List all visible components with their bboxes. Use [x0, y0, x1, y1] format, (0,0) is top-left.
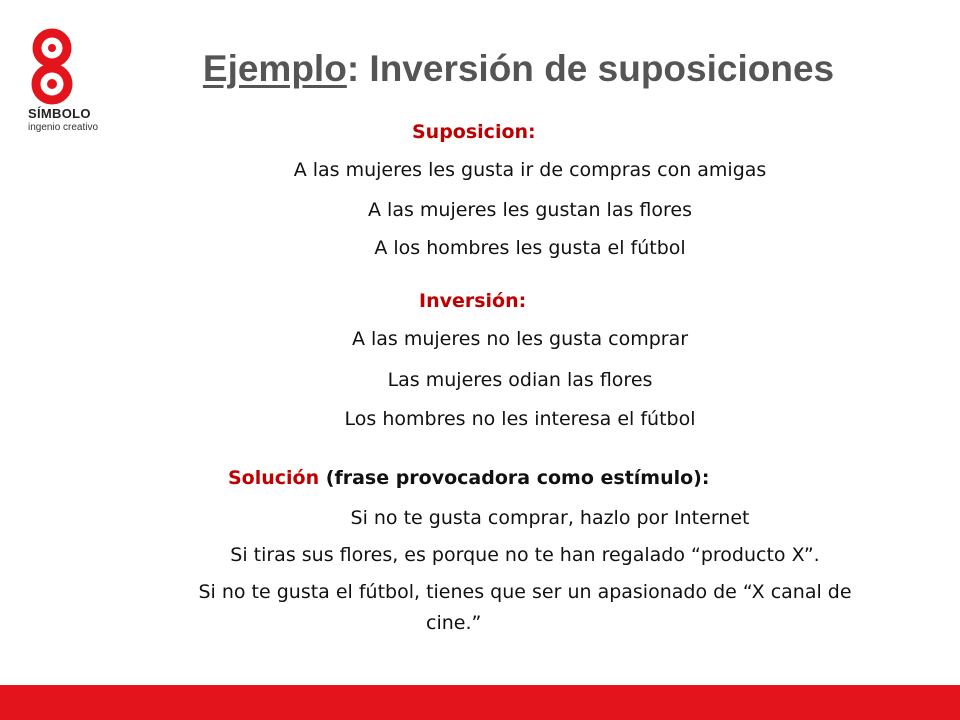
inversion-line: Las mujeres odian las flores	[387, 369, 653, 391]
title-word: Ejemplo	[202, 48, 347, 89]
inversion-line: Los hombres no les interesa el fútbol	[344, 408, 696, 430]
suposicion-line: A los hombres les gusta el fútbol	[374, 237, 686, 259]
logo-tagline: ingenio creativo	[28, 122, 99, 133]
solucion-line: cine.”	[426, 612, 482, 634]
inversion-line: A las mujeres no les gusta comprar	[351, 328, 689, 350]
inversion-heading: Inversión:	[419, 290, 527, 312]
logo-name: SÍMBOLO	[28, 106, 91, 121]
solucion-subtitle: (frase provocadora como estímulo):	[319, 467, 710, 489]
solucion-line: Si no te gusta el fútbol, tienes que ser un apasionado de “X canal de	[198, 581, 852, 603]
solucion-label: Solución	[228, 467, 320, 489]
suposicion-line: A las mujeres les gusta ir de compras con amigas	[293, 159, 767, 181]
bottom-bar	[0, 685, 960, 720]
slide-title	[0, 48, 960, 90]
title-rest: : Inversión de suposiciones	[346, 48, 835, 89]
solucion-heading	[228, 467, 709, 489]
solucion-line: Si no te gusta comprar, hazlo por Internet	[350, 507, 750, 529]
suposicion-heading: Suposicion:	[412, 121, 536, 143]
suposicion-line: A las mujeres les gustan las flores	[368, 199, 692, 221]
solucion-line: Si tiras sus flores, es porque no te han regalado “producto X”.	[230, 544, 820, 566]
